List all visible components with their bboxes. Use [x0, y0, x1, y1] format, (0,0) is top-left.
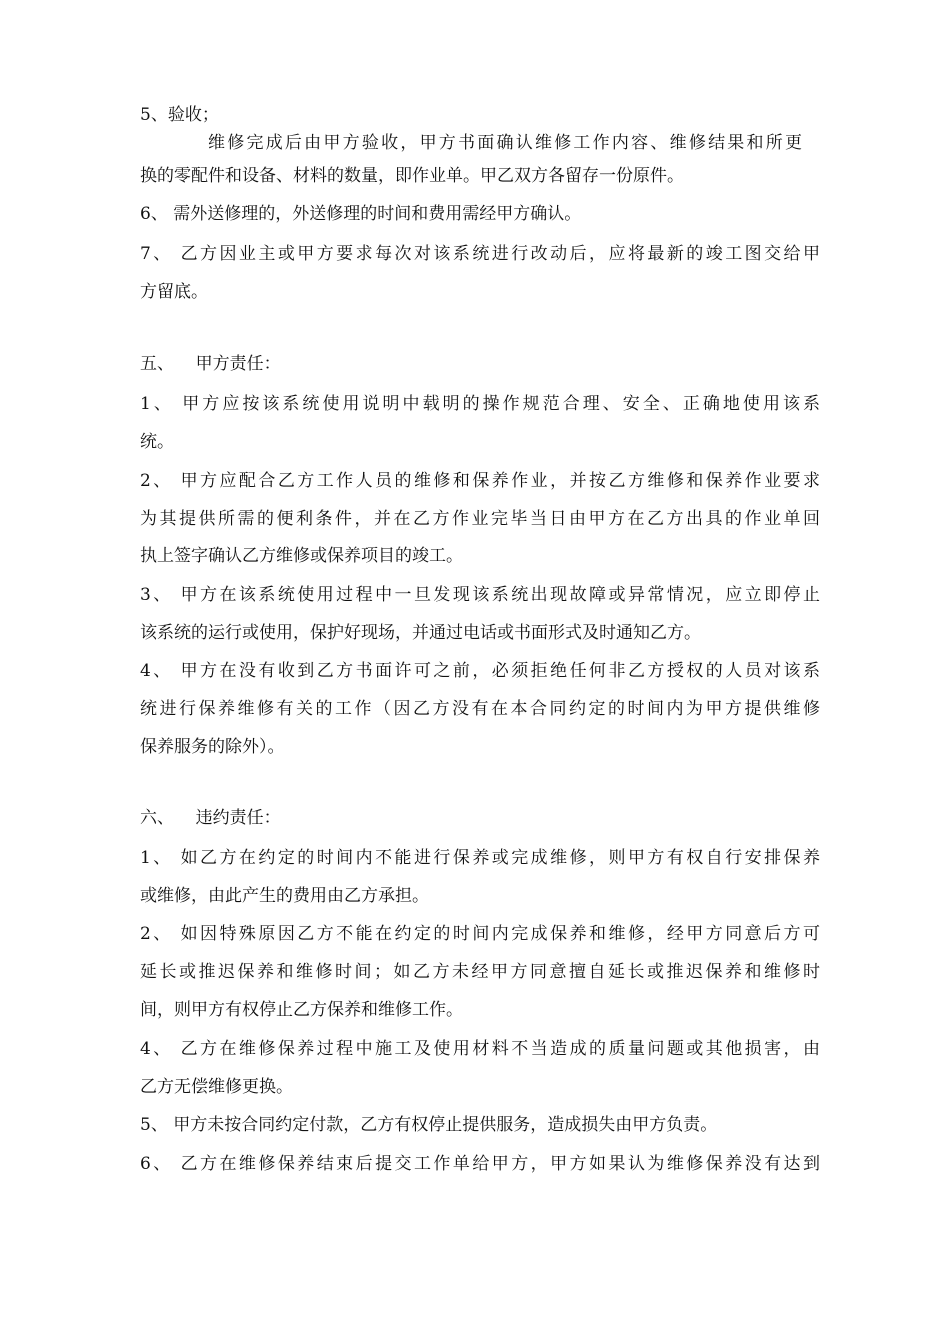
s5-item1-line2: 统。	[140, 432, 174, 452]
item5-body-line1: 维修完成后由甲方验收，甲方书面确认维修工作内容、维修结果和所更	[208, 133, 802, 153]
s6-item2-line2: 延长或推迟保养和维修时间；如乙方未经甲方同意擅自延长或推迟保养和维修时	[140, 962, 820, 982]
s5-item4-line3: 保养服务的除外）。	[140, 737, 285, 757]
s6-item4-line2: 乙方无偿维修更换。	[140, 1077, 293, 1097]
item7-line2: 方留底。	[140, 282, 208, 302]
section5-heading: 五、 甲方责任：	[140, 354, 281, 374]
s5-item2-line1: 2、 甲方应配合乙方工作人员的维修和保养作业，并按乙方维修和保养作业要求	[140, 471, 820, 491]
s5-item2-line3: 执上签字确认乙方维修或保养项目的竣工。	[140, 546, 463, 566]
s5-item2-line2: 为其提供所需的便利条件，并在乙方作业完毕当日由甲方在乙方出具的作业单回	[140, 509, 820, 529]
s6-item5-text: 5、 甲方未按合同约定付款，乙方有权停止提供服务，造成损失由甲方负责。	[140, 1115, 718, 1135]
item5-title: 5、验收；	[140, 105, 219, 125]
s5-item1-line1: 1、 甲方应按该系统使用说明中载明的操作规范合理、安全、正确地使用该系	[140, 394, 820, 414]
s6-item1-line1: 1、 如乙方在约定的时间内不能进行保养或完成维修，则甲方有权自行安排保养	[140, 848, 820, 868]
s6-item2-line3: 间，则甲方有权停止乙方保养和维修工作。	[140, 1000, 463, 1020]
s5-item3-line1: 3、 甲方在该系统使用过程中一旦发现该系统出现故障或异常情况，应立即停止	[140, 585, 820, 605]
s6-item6-line1: 6、 乙方在维修保养结束后提交工作单给甲方，甲方如果认为维修保养没有达到	[140, 1154, 820, 1174]
item5-body-line2: 换的零配件和设备、材料的数量，即作业单。甲乙双方各留存一份原件。	[140, 166, 684, 186]
section6-heading: 六、 违约责任：	[140, 808, 281, 828]
item6-text: 6、 需外送修理的，外送修理的时间和费用需经甲方确认。	[140, 204, 582, 224]
s5-item4-line1: 4、 甲方在没有收到乙方书面许可之前，必须拒绝任何非乙方授权的人员对该系	[140, 661, 820, 681]
s5-item4-line2: 统进行保养维修有关的工作（因乙方没有在本合同约定的时间内为甲方提供维修	[140, 699, 820, 719]
s6-item1-line2: 或维修，由此产生的费用由乙方承担。	[140, 886, 429, 906]
item7-line1: 7、 乙方因业主或甲方要求每次对该系统进行改动后，应将最新的竣工图交给甲	[140, 244, 820, 264]
s6-item2-line1: 2、 如因特殊原因乙方不能在约定的时间内完成保养和维修，经甲方同意后方可	[140, 924, 820, 944]
s5-item3-line2: 该系统的运行或使用，保护好现场，并通过电话或书面形式及时通知乙方。	[140, 623, 701, 643]
s6-item4-line1: 4、 乙方在维修保养过程中施工及使用材料不当造成的质量问题或其他损害，由	[140, 1039, 820, 1059]
